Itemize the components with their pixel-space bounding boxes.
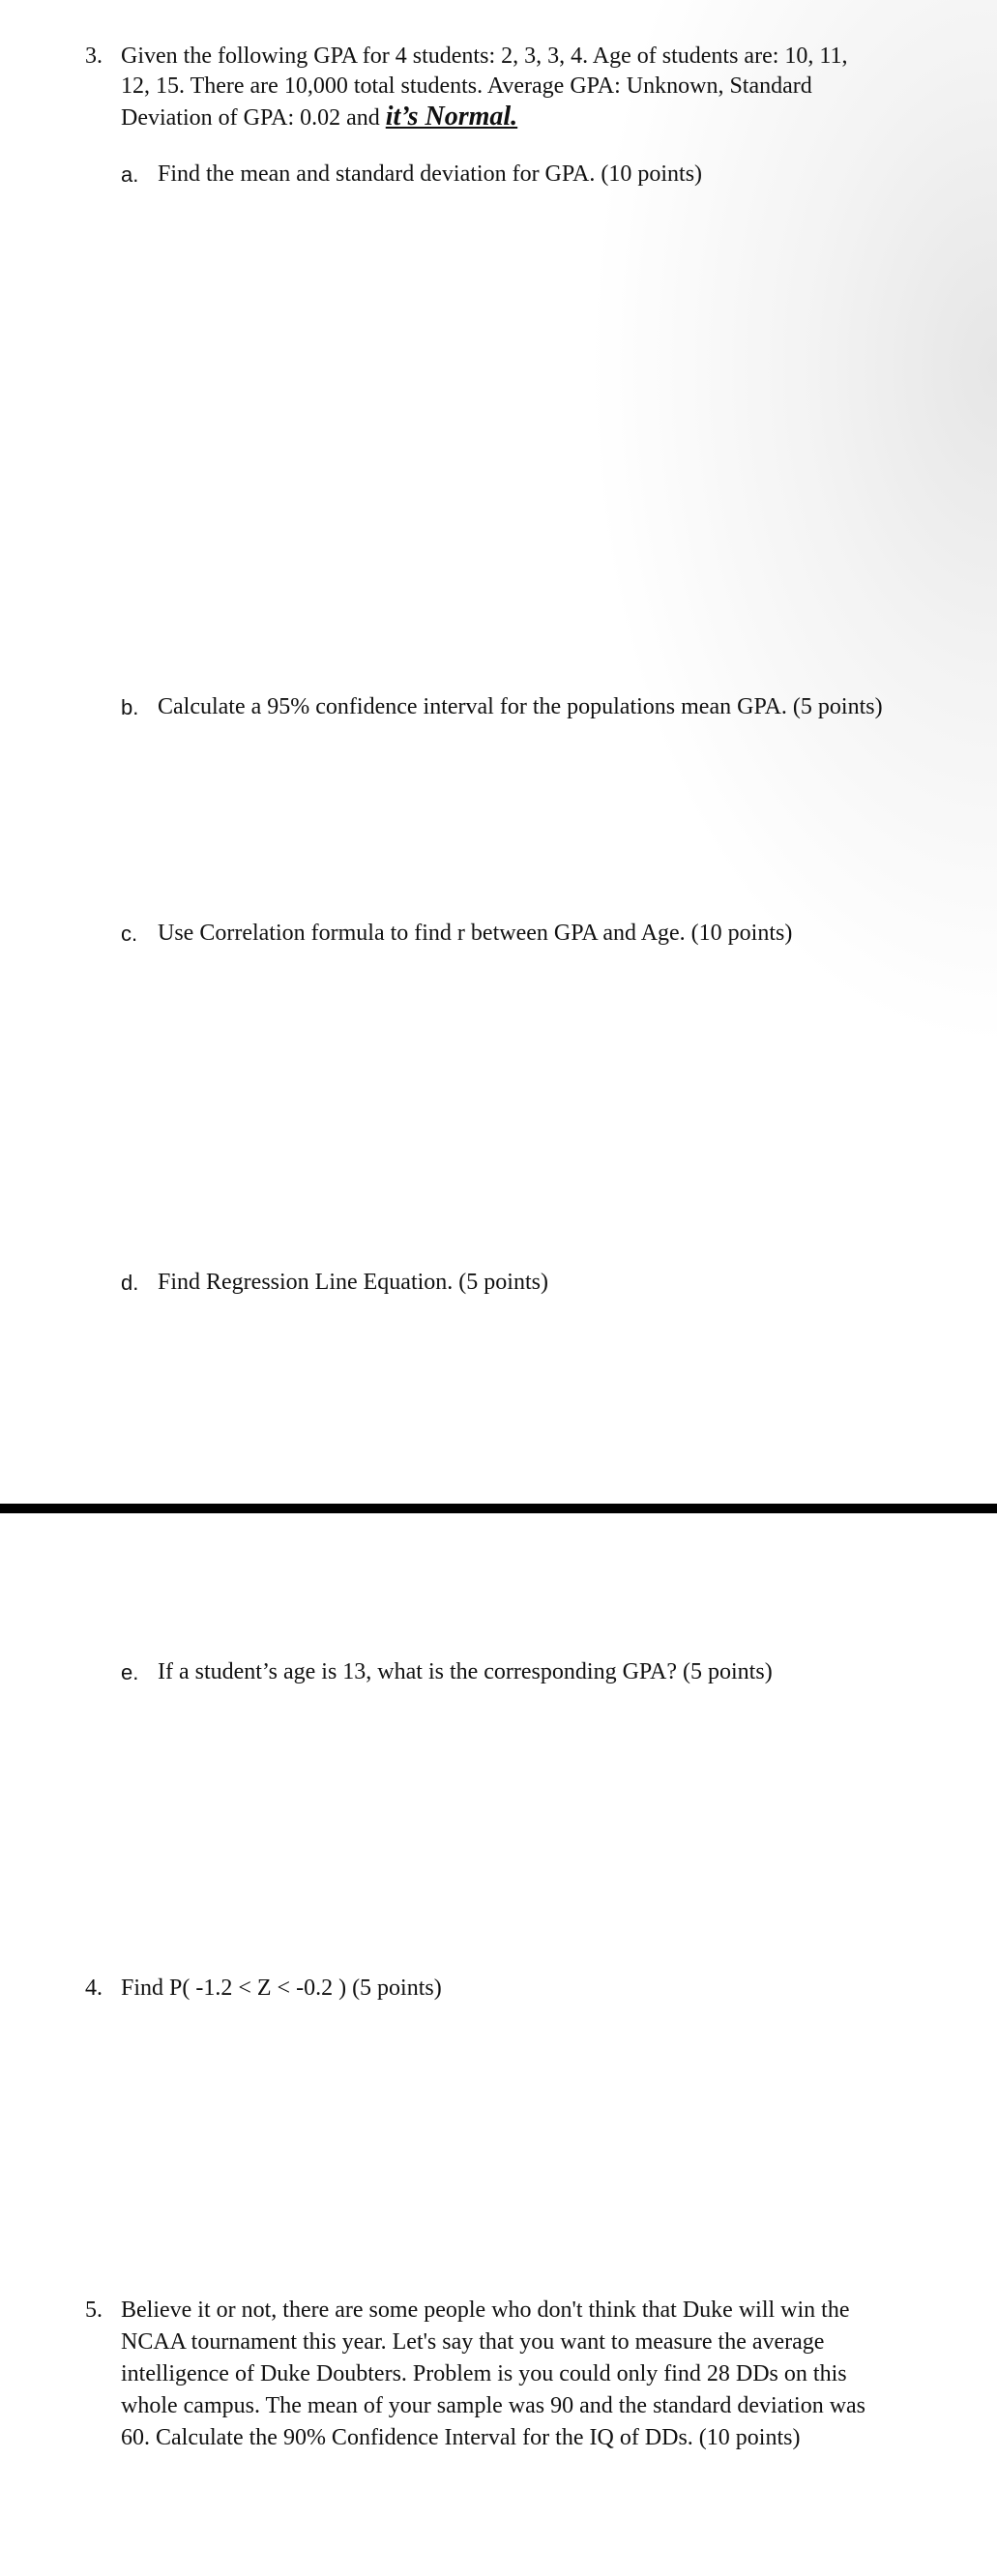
part-e-text: If a student’s age is 13, what is the corresponding GPA? (5 points): [158, 1659, 773, 1684]
question-3-line-3-prefix: Deviation of GPA: 0.02 and: [121, 105, 386, 131]
question-5-line-2: NCAA tournament this year. Let's say that you want to measure the average: [121, 2329, 825, 2355]
question-3: [85, 42, 955, 138]
question-3-line-1: Given the following GPA for 4 students: 2, 3, 3, 4. Age of students are: 10, 11,: [121, 44, 848, 69]
part-c-text: Use Correlation formula to find r between GPA and Age. (10 points): [158, 921, 793, 946]
question-3-number: 3.: [85, 44, 103, 69]
question-5-line-3: intelligence of Duke Doubters. Problem is you could only find 28 DDs on this: [121, 2361, 847, 2386]
question-5: [85, 2295, 955, 2459]
part-b-text: Calculate a 95% confidence interval for the populations mean GPA. (5 points): [158, 694, 883, 719]
question-3-emphasis: it’s Normal.: [385, 102, 518, 132]
page-break-divider: [0, 1504, 997, 1513]
question-5-line-1: Believe it or not, there are some people who don't think that Duke will win the: [121, 2298, 850, 2323]
part-b-letter: b.: [121, 695, 139, 719]
question-5-text: [121, 2295, 953, 2454]
question-3-line-2: 12, 15. There are 10,000 total students. Average GPA: Unknown, Standard: [121, 73, 812, 99]
part-a-letter: a.: [121, 162, 139, 187]
question-5-number: 5.: [85, 2298, 103, 2323]
question-5-line-4: whole campus. The mean of your sample was 90 and the standard deviation was: [121, 2393, 866, 2418]
part-e-letter: e.: [121, 1660, 139, 1684]
part-d-text: Find Regression Line Equation. (5 points): [158, 1270, 548, 1295]
part-c-letter: c.: [121, 922, 138, 946]
question-3-text: [121, 42, 953, 133]
part-a-text: Find the mean and standard deviation for GPA. (10 points): [158, 161, 703, 187]
question-5-line-5: 60. Calculate the 90% Confidence Interval for the IQ of DDs. (10 points): [121, 2425, 801, 2450]
question-4: [85, 1974, 955, 2007]
question-4-text: Find P( -1.2 < Z < -0.2 ) (5 points): [121, 1976, 442, 2001]
question-3-line-3: [121, 102, 953, 133]
part-d-letter: d.: [121, 1271, 139, 1295]
question-4-number: 4.: [85, 1976, 103, 2001]
